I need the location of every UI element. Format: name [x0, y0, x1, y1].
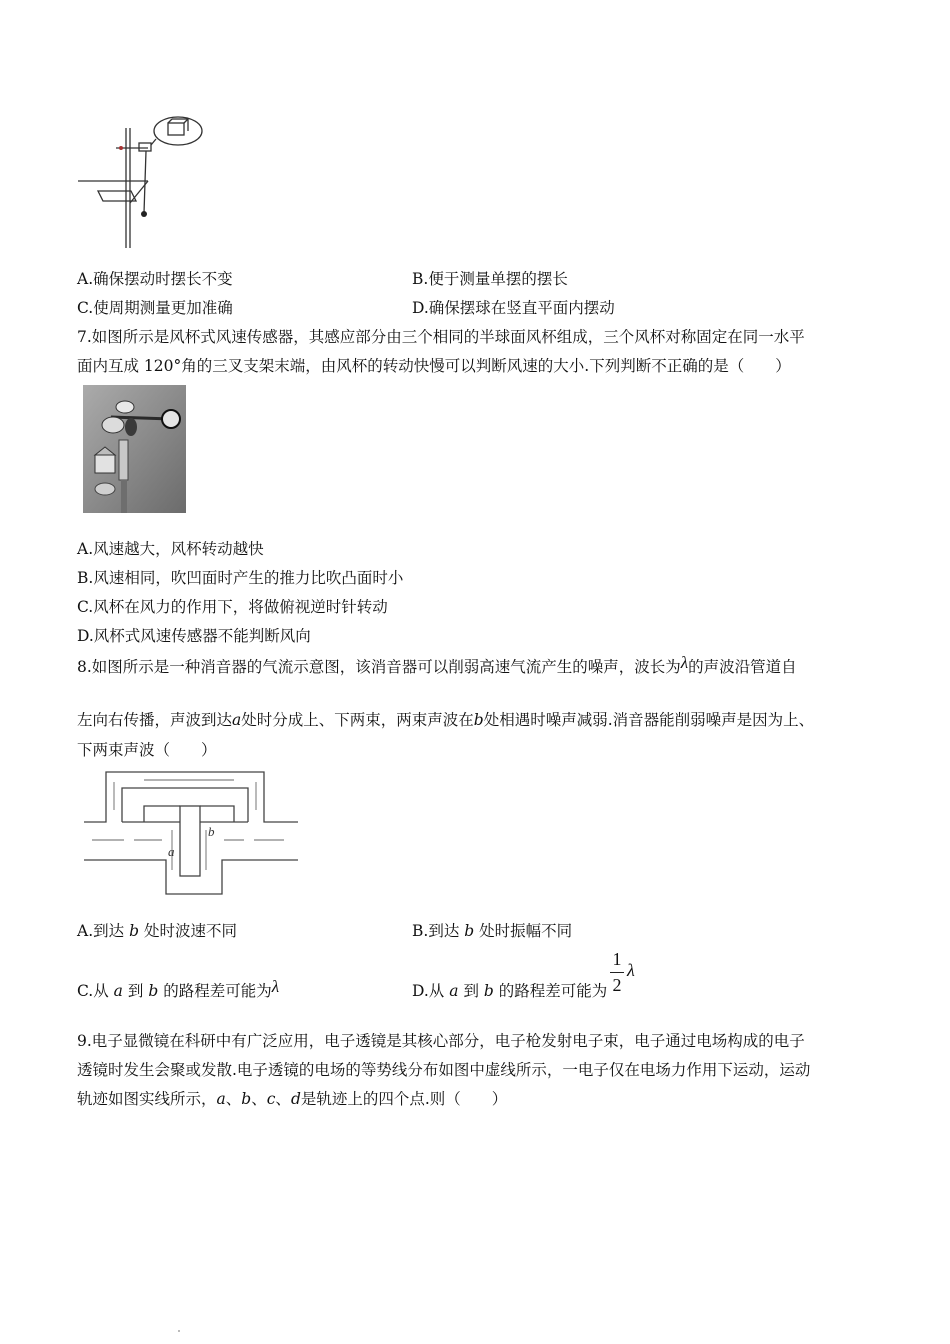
stem-text: 的声波沿管道自	[688, 658, 797, 676]
fraction-bar	[610, 972, 624, 973]
separator: 、	[225, 1090, 242, 1108]
option-text: 到	[127, 982, 144, 1000]
option-text: 的路程差可能为	[163, 982, 272, 1000]
stem-text: 左向右传播，声波到达	[77, 711, 233, 729]
question-7-stem-line1: 7.如图所示是风杯式风速传感器，其感应部分由三个相同的半球面风杯组成，三个风杯对称固定在同一水平	[77, 328, 805, 346]
stem-text: 轨迹如图实线所示，	[77, 1090, 217, 1108]
option-d: D.确保摆球在竖直平面内摆动	[412, 299, 615, 317]
point-a-label: a	[449, 982, 459, 1000]
question-8-stem-line2	[77, 710, 814, 730]
point-a-label: a	[113, 982, 123, 1000]
question-8-stem-line3: 下两束声波（ ）	[77, 741, 217, 759]
question-7-option-a: A.风速越大，风杯转动越快	[77, 540, 264, 558]
point-b-label: b	[483, 982, 494, 1000]
muffler-diagram	[84, 770, 300, 896]
stem-text: 是轨迹上的四个点.则（ ）	[300, 1090, 508, 1108]
option-text: B.到达	[412, 922, 460, 940]
question-7-option-b: B.风速相同，吹凹面时产生的推力比吹凸面时小	[77, 569, 404, 587]
option-text: 处时波速不同	[143, 922, 237, 940]
option-b: B.便于测量单摆的摆长	[412, 270, 568, 288]
option-text: D.从	[412, 982, 445, 1000]
question-7-option-d: D.风杯式风速传感器不能判断风向	[77, 627, 311, 645]
question-8-option-b	[412, 921, 572, 941]
anemometer-photo	[83, 385, 186, 513]
question-9-line2: 透镜时发生会聚或发散.电子透镜的电场的等势线分布如图中虚线所示，一电子仅在电场力作用下运动，运动	[77, 1061, 811, 1079]
question-7-option-c: C.风杯在风力的作用下，将做俯视逆时针转动	[77, 598, 388, 616]
question-8-option-d	[412, 981, 607, 1001]
page-mark	[178, 1330, 180, 1332]
stem-text: 处时分成上、下两束，两束声波在	[241, 711, 474, 729]
lambda-symbol: λ	[680, 653, 689, 672]
option-c: C.使周期测量更加准确	[77, 299, 233, 317]
question-9-line3	[77, 1089, 507, 1109]
point-b-label: b	[129, 922, 139, 940]
lambda-symbol: λ	[627, 960, 635, 980]
point-a-label: a	[232, 711, 242, 729]
point-d-label: d	[290, 1090, 301, 1108]
point-a-label: a	[216, 1090, 226, 1108]
question-8-option-c	[77, 977, 280, 1001]
diagram-label-a: a	[168, 844, 175, 859]
option-a: A.确保摆动时摆长不变	[77, 270, 233, 288]
fraction-denominator: 2	[612, 975, 622, 995]
question-7-stem-line2: 面内互成 120°角的三叉支架末端，由风杯的转动快慢可以判断风速的大小.下列判断不正确的是（ ）	[77, 357, 791, 375]
option-text: 到	[463, 982, 479, 1000]
option-text: C.从	[77, 982, 109, 1000]
point-c-label: c	[266, 1090, 276, 1108]
diagram-label-b: b	[208, 824, 215, 839]
point-b-label: b	[473, 711, 484, 729]
question-9-line1: 9.电子显微镜在科研中有广泛应用，电子透镜是其核心部分，电子枪发射电子束，电子通过电场构成的电子	[77, 1032, 805, 1050]
option-text: A.到达	[77, 922, 125, 940]
option-text: 的路程差可能为	[498, 982, 608, 1000]
point-b-label: b	[241, 1090, 252, 1108]
pendulum-apparatus-figure	[76, 113, 206, 253]
lambda-symbol: λ	[271, 977, 280, 996]
stem-text: 8.如图所示是一种消音器的气流示意图，该消音器可以削弱高速气流产生的噪声，波长为	[77, 658, 681, 676]
question-8-stem-line1	[77, 653, 797, 677]
separator: 、	[251, 1090, 267, 1108]
fraction-numerator: 1	[612, 949, 622, 969]
separator: 、	[275, 1090, 291, 1108]
option-text: 处时振幅不同	[479, 922, 573, 940]
question-8-option-a	[77, 921, 237, 941]
stem-text: 处相遇时噪声减弱.消音器能削弱噪声是因为上、	[483, 711, 815, 729]
point-b-label: b	[148, 982, 159, 1000]
point-b-label: b	[464, 922, 475, 940]
